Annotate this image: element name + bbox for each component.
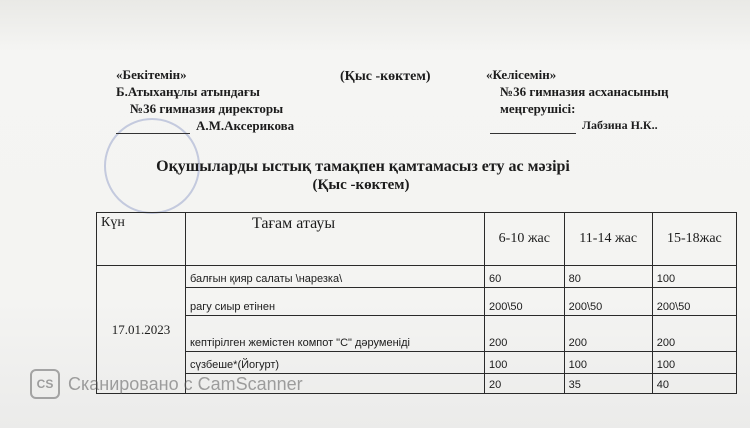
- dish-name: рагу сиыр етінен: [186, 288, 485, 316]
- portion-15-18: 100: [652, 266, 736, 288]
- portion-11-14: 200\50: [564, 288, 652, 316]
- header-age-6-10: 6-10 жас: [485, 213, 565, 266]
- signature-left: [116, 119, 190, 134]
- header-age-11-14: 11-14 жас: [564, 213, 652, 266]
- portion-6-10: 100: [485, 352, 565, 374]
- signature-right: [490, 119, 576, 134]
- agreement-title: «Келісемін»: [486, 67, 557, 82]
- portion-15-18: 100: [652, 352, 736, 374]
- agreement-line-2: №36 гимназия асханасының: [500, 84, 669, 99]
- portion-6-10: 200: [485, 316, 565, 352]
- dish-name: кептірілген жемістен компот "С" дәруменіді: [186, 316, 485, 352]
- camscanner-watermark: [30, 369, 303, 399]
- portion-11-14: 100: [564, 352, 652, 374]
- canteen-head-name: Лабзина Н.К..: [582, 118, 658, 132]
- director-name: А.М.Аксерикова: [196, 118, 295, 133]
- header-day: Күн: [97, 213, 186, 266]
- portion-11-14: 35: [564, 374, 652, 394]
- portion-15-18: 40: [652, 374, 736, 394]
- approval-signature-line: [116, 117, 326, 134]
- portion-11-14: 200: [564, 316, 652, 352]
- header-age-15-18: 15-18жас: [652, 213, 736, 266]
- portion-15-18: 200\50: [652, 288, 736, 316]
- approval-line-3: №36 гимназия директоры: [130, 101, 284, 116]
- portion-6-10: 20: [485, 374, 565, 394]
- portion-11-14: 80: [564, 266, 652, 288]
- approval-title: «Бекітемін»: [116, 67, 187, 82]
- header-dish: Тағам атауы: [186, 213, 485, 266]
- portion-6-10: 60: [485, 266, 565, 288]
- table-row: [97, 266, 737, 288]
- season-label: (Қыс -көктем): [340, 69, 431, 84]
- document-subtitle: (Қыс -көктем): [312, 177, 410, 193]
- dish-name: сүзбеше*(Йогурт): [186, 352, 485, 374]
- portion-6-10: 200\50: [485, 288, 565, 316]
- document-title: Оқушыларды ыстық тамақпен қамтамасыз ету ас мәзірі: [156, 158, 570, 175]
- agreement-block: [486, 66, 716, 134]
- agreement-signature-line: [486, 117, 716, 134]
- portion-15-18: 200: [652, 316, 736, 352]
- approval-block: [116, 66, 326, 134]
- table-header-row: [97, 213, 737, 266]
- date-cell: 17.01.2023: [97, 266, 186, 394]
- watermark-text: Сканировано с CamScanner: [68, 373, 303, 394]
- camscanner-logo-icon: CS: [30, 369, 60, 399]
- dish-name: балғын қияр салаты \нарезка\: [186, 266, 485, 288]
- table-row: [97, 316, 737, 352]
- agreement-line-3: меңгерушісі:: [500, 101, 576, 116]
- menu-table: [96, 212, 737, 394]
- table-row: [97, 288, 737, 316]
- approval-line-2: Б.Атыханұлы атындағы: [116, 84, 260, 99]
